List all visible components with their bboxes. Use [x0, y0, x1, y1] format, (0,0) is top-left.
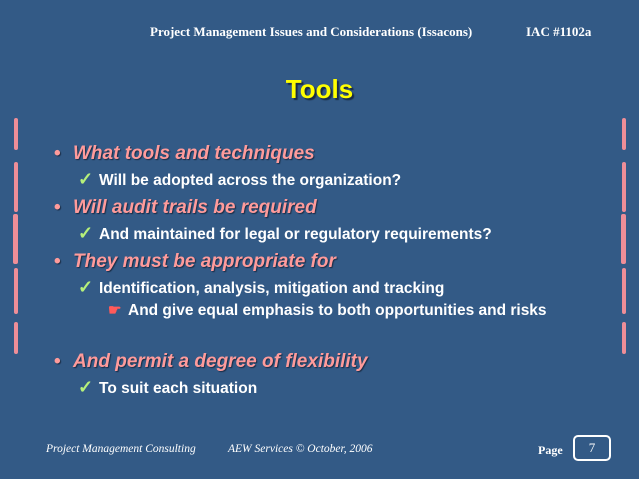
bullet-text: What tools and techniques: [73, 143, 315, 164]
right-decorative-bar: [622, 118, 626, 150]
footer-company: Project Management Consulting: [46, 443, 196, 455]
sub-item-text: To suit each situation: [99, 380, 258, 397]
sub-item: [78, 223, 492, 244]
slide-title: Tools: [285, 74, 354, 104]
bullet-item: [54, 251, 336, 273]
bullet-text: And permit a degree of flexibility: [73, 351, 368, 372]
bullet-text: They must be appropriate for: [73, 251, 336, 272]
bullet-item: [54, 143, 315, 165]
bullet-icon: •: [54, 143, 61, 164]
bullet-text: Will audit trails be required: [73, 197, 317, 218]
sub-item: [78, 377, 257, 398]
sub-item-text: Will be adopted across the organization?: [99, 172, 402, 189]
bullet-item: [54, 351, 368, 373]
left-decorative-bar: [13, 214, 18, 264]
checkmark-icon: ✓: [78, 277, 94, 297]
right-decorative-bar: [621, 214, 626, 264]
checkmark-icon: ✓: [78, 169, 94, 189]
course-title: Project Management Issues and Considerations (Issacons): [150, 24, 473, 39]
sub-sub-item: [108, 299, 588, 322]
sub-sub-item-text: And give equal emphasis to both opportunities and risks: [128, 302, 547, 319]
right-decorative-bar: [622, 162, 626, 212]
sub-item: [78, 277, 444, 298]
page-number-box: 7: [573, 435, 611, 461]
page-label: Page: [538, 443, 563, 457]
checkmark-icon: ✓: [78, 377, 94, 397]
slide-header: [0, 24, 639, 42]
right-decorative-bar: [622, 268, 626, 314]
sub-item: [78, 169, 401, 190]
sub-item-text: Identification, analysis, mitigation and tracking: [99, 280, 445, 297]
bullet-icon: •: [54, 351, 61, 372]
pointing-hand-icon: ☛: [108, 302, 122, 319]
course-code: IAC #1102a: [526, 24, 592, 39]
sub-item-text: And maintained for legal or regulatory requirements?: [99, 226, 492, 243]
left-decorative-bar: [14, 322, 18, 354]
right-decorative-bar: [622, 322, 626, 354]
checkmark-icon: ✓: [78, 223, 94, 243]
bullet-item: [54, 197, 317, 219]
bullet-icon: •: [54, 197, 61, 218]
left-decorative-bar: [14, 162, 18, 212]
left-decorative-bar: [14, 268, 18, 314]
left-decorative-bar: [14, 118, 18, 150]
bullet-icon: •: [54, 251, 61, 272]
footer-copyright: AEW Services © October, 2006: [228, 443, 373, 455]
